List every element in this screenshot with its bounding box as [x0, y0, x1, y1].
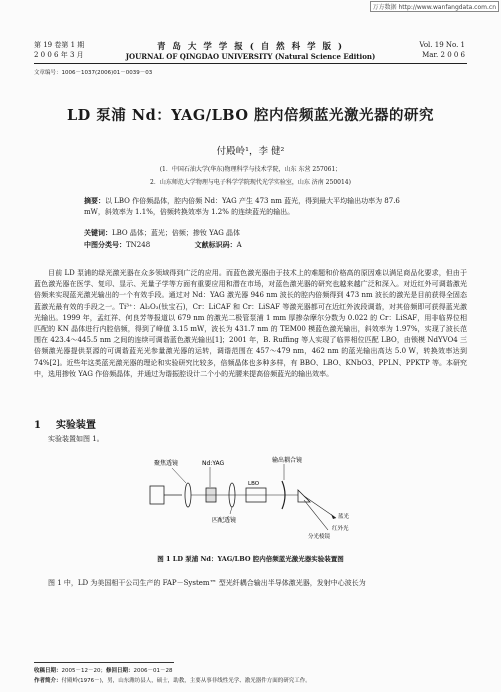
volume-en: Vol. 19 No. 1 — [419, 41, 465, 49]
author-bio-label: 作者简介： — [34, 678, 62, 684]
header-rule — [34, 63, 467, 64]
revised-label: 修回日期： — [106, 668, 134, 674]
classification — [84, 240, 416, 251]
header-right — [419, 40, 465, 60]
section-heading — [34, 416, 96, 431]
footnote-dates — [34, 666, 173, 674]
keywords-text: LBO 晶体；蓝光；倍频；掺钕 YAG 晶体 — [112, 229, 241, 237]
date-en: Mar. 2 0 0 6 — [422, 51, 465, 59]
laser-diode-box — [150, 486, 164, 504]
authors: 付殿岭¹，李 健² — [216, 146, 285, 157]
setup-text: 实验装置如图 1。 — [48, 435, 104, 443]
abstract-label: 摘要： — [84, 196, 105, 205]
doc-code-label: 文献标识码： — [194, 240, 237, 249]
journal-title-en: JOURNAL OF QINGDAO UNIVERSITY (Natural Science Edition) — [125, 52, 376, 61]
label-splitter: 分光棱镜 — [308, 534, 331, 540]
received-label: 收稿日期： — [34, 668, 62, 674]
article-id: 文章编号：1006－1037(2006)01－0039－03 — [34, 70, 153, 76]
clc-value: TN248 — [126, 241, 151, 249]
footnote-author — [34, 676, 311, 684]
abstract — [84, 196, 416, 217]
after-figure-text: 图 1 中，LD 为美国相干公司生产的 FAP－System™ 型光纤耦合输出半导体激光器，发射中心波长为 — [48, 579, 366, 587]
label-nd-yag: Nd:YAG — [202, 460, 225, 467]
label-coupling-lens: 聚焦透镜 — [154, 460, 179, 467]
focusing-lens — [185, 483, 191, 507]
received-date: 2005－12－20； — [61, 668, 107, 674]
section-title: 实验装置 — [55, 420, 96, 431]
revised-date: 2006－01－28 — [133, 668, 173, 674]
label-matching-lens: 匹配透镜 — [212, 517, 237, 524]
paper-title: LD 泵浦 Nd：YAG/LBO 腔内倍频蓝光激光器的研究 — [66, 107, 434, 124]
date-cn: 2 0 0 6 年 3 月 — [34, 51, 84, 59]
doc-code-value: A — [236, 241, 242, 249]
section-number: 1 — [34, 420, 41, 431]
volume-cn: 第 19 卷第 1 期 — [34, 41, 85, 49]
label-output-coupler: 输出耦合镜 — [272, 457, 303, 464]
blue-beam — [304, 496, 336, 518]
blue-arrow — [331, 514, 336, 519]
label-lbo: LBO — [248, 481, 260, 487]
label-ir: 红外光 — [332, 526, 349, 532]
keywords — [84, 228, 416, 239]
journal-title-cn: 青 岛 大 学 学 报 ( 自 然 科 学 版 ) — [156, 42, 345, 52]
keywords-label: 关键词： — [84, 228, 112, 237]
affiliation-2: 2．山东师范大学物理与电子科学学院现代光学实验室，山东 济南 250014) — [150, 179, 351, 186]
watermark: 万方数据 http://www.wanfangdata.com.cn — [370, 1, 499, 12]
abstract-text: 以 LBO 作倍频晶体，腔内倍频 Nd：YAG 产生 473 nm 蓝光，得到最大平均输出功率为 87.6 mW，斜效率为 1.1%，倍频转换效率为 1.2% 的连续蓝光的输出。 — [84, 197, 400, 216]
setup-figure — [148, 452, 358, 550]
intro-paragraph: 目前 LD 泵浦的绿光激光器在众多领域得到广泛的应用。而蓝色激光器由于技术上的难题和价格高的原因难以满足商品化要求，但由于蓝色激光器在医学、复印、显示、光量子学等方面有重要应用和潜在市场，对蓝色激光器的研究也越来越广泛和深入。对近红外可调谐激光倍频来实现蓝光激光输出的一个有效手段。通过对 Nd：YAG 激光器 946 nm 波长的腔内倍频得到 473 nm 波长的激光是目前获得全固态蓝激光最有效的手段之一。Ti³⁺：Al₂O₃(钛宝石)，Cr：LiCAF 和 Cr：LiSAF 等激光器都可在近红外波段调谐，对其倍频即可获得蓝光激光输出。1999 年，孟红祥、何良芳等报道以 679 nm 的激光二极管泵浦 1 mm 厚掺杂摩尔分数为 0.022 的 Cr：LiSAF，用非临界位相匹配的 KN 晶体进行内腔倍频，得到了峰值 3.15 mW，波长为 431.7 nm 的 TEM00 模蓝色激光输出，斜效率为 1.97%，实现了波长范围在 423.4～445.5 nm 之间的连续可调谐蓝色激光输出[1]；2001 年，B. Ruffing 等人实现了临界相位匹配 LBO，由锁模 NdYVO4 三倍频激光器提供泵源的可调谐蓝光光参量激光器的运转，调谐范围在 457～479 nm，462 nm 的蓝光输出高达 5.0 W，转换效率达到 74%[2]。近些年这类蓝光激光器的理论和实验研究比较多，倍频晶体也多种多样，有 BBO、LBO、KNbO3、PPLN、PPKTP 等。本研究中，选用掺钕 YAG 作倍频晶体，并通过为谐振腔设计二个小的光腰来提高倍频蓝光的输出效率。 — [34, 269, 467, 378]
author-bio: 付殿岭(1976－)，男，山东潍坊县人，硕士，助教，主要从事非线性光学、激光器件方面的研究工作。 — [61, 678, 311, 684]
figure-caption: 图 1 LD 泵浦 Nd：YAG/LBO 腔内倍频蓝光激光器实验装置图 — [157, 555, 344, 563]
label-blue: 蓝光 — [338, 514, 350, 520]
footnote-rule — [34, 662, 174, 663]
affiliation-1: (1．中国石油大学(华东)物理科学与技术学院，山东 东营 257061； — [159, 166, 342, 173]
clc-label: 中图分类号： — [84, 240, 126, 249]
